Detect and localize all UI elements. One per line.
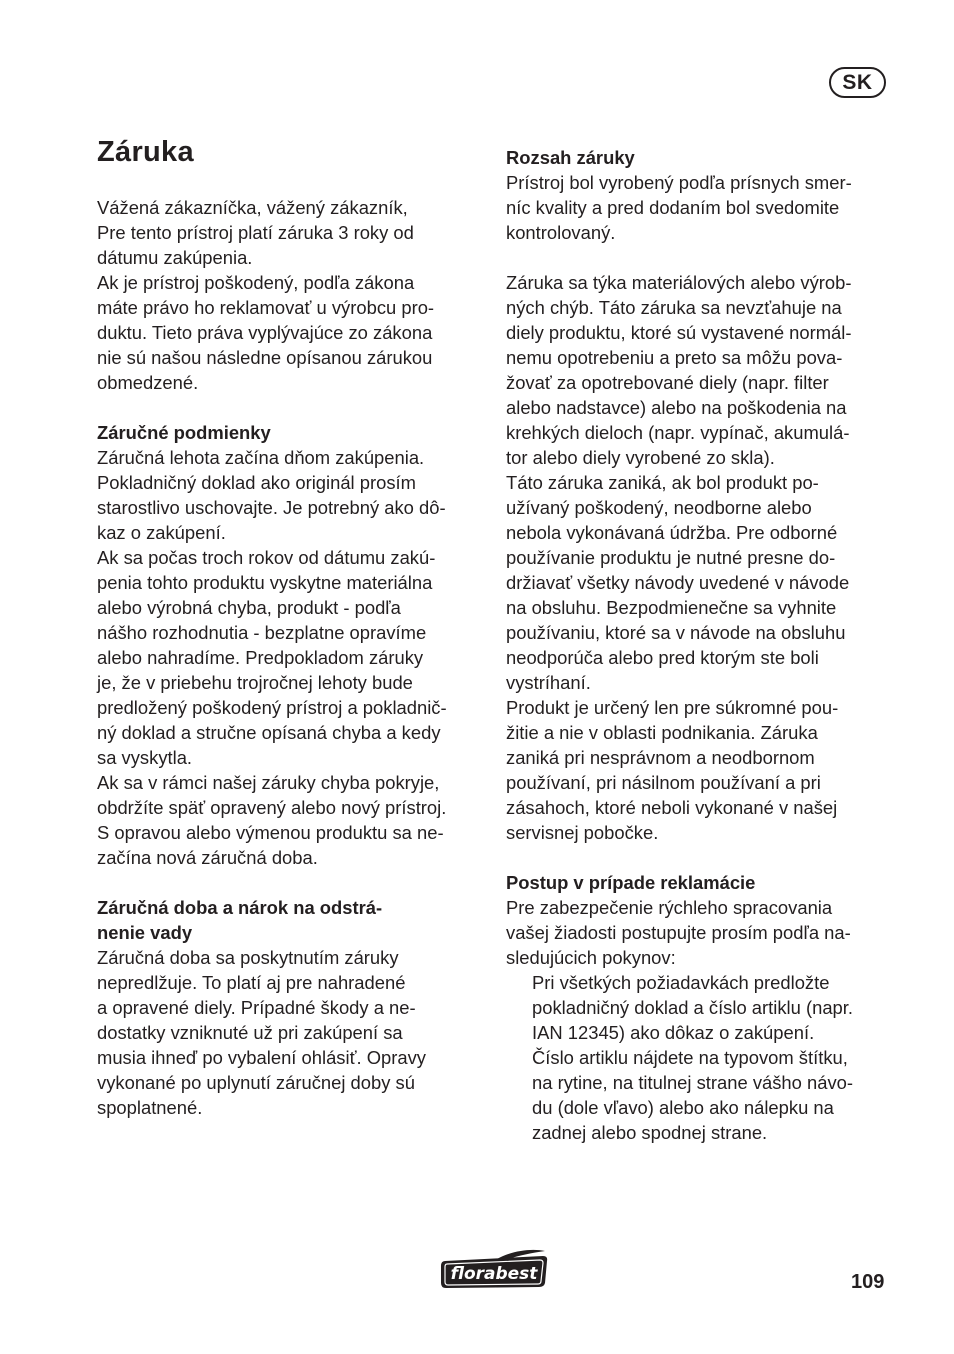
section-heading-warranty-conditions: Záručné podmienky bbox=[97, 422, 271, 443]
page-title: Záruka bbox=[97, 136, 194, 168]
body-line: sa vyskytla. bbox=[97, 747, 193, 768]
intro-line: máte právo ho reklamovať u výrobcu pro- bbox=[97, 297, 435, 318]
body-line: používaniu, ktoré sa v návode na obsluhu bbox=[506, 622, 846, 643]
bullet-item bbox=[506, 970, 901, 1045]
body-line: zaniká pri nesprávnom a neodbornom bbox=[506, 747, 815, 768]
intro-line: nie sú našou následne opísanou zárukou bbox=[97, 347, 433, 368]
bullet-line: na rytine, na titulnej strane vášho návo- bbox=[532, 1072, 854, 1093]
body-line: Pre zabezpečenie rýchleho spracovania bbox=[506, 897, 833, 918]
bullet-line: IAN 12345) ako dôkaz o zakúpení. bbox=[532, 1022, 815, 1043]
body-line: Záruka sa týka materiálových alebo výrob- bbox=[506, 272, 852, 293]
body-line: krehkých dieloch (napr. vypínač, akumulá- bbox=[506, 422, 850, 443]
body-line: Záručná lehota začína dňom zakúpenia. bbox=[97, 447, 425, 468]
body-line: nepredlžuje. To platí aj pre nahradené bbox=[97, 972, 406, 993]
page-number: 109 bbox=[851, 1271, 885, 1293]
intro-line: dátumu zakúpenia. bbox=[97, 247, 253, 268]
body-line: kontrolovaný. bbox=[506, 222, 616, 243]
bullet-line: Číslo artiklu nájdete na typovom štítku, bbox=[532, 1047, 848, 1068]
body-line: začína nová záručná doba. bbox=[97, 847, 318, 868]
body-line: a opravené diely. Prípadné škody a ne- bbox=[97, 997, 416, 1018]
body-line: nebola vykonávaná údržba. Pre odborné bbox=[506, 522, 838, 543]
left-column bbox=[97, 195, 487, 1120]
body-line: Pokladničný doklad ako originál prosím bbox=[97, 472, 416, 493]
body-line: ných chýb. Táto záruka sa nevzťahuje na bbox=[506, 297, 842, 318]
section-heading-warranty-scope: Rozsah záruky bbox=[506, 147, 635, 168]
body-line: alebo nahradíme. Predpokladom záruky bbox=[97, 647, 424, 668]
body-line: Prístroj bol vyrobený podľa prísnych smer- bbox=[506, 172, 852, 193]
florabest-logo bbox=[439, 1248, 551, 1290]
body-line: žitie a nie v oblasti podnikania. Záruka bbox=[506, 722, 818, 743]
intro-line: Ak je prístroj poškodený, podľa zákona bbox=[97, 272, 415, 293]
body-line: alebo výrobná chyba, produkt - podľa bbox=[97, 597, 401, 618]
body-line: je, že v priebehu trojročnej lehoty bude bbox=[97, 672, 413, 693]
body-line: užívaný poškodený, neodborne alebo bbox=[506, 497, 812, 518]
body-line: Záručná doba sa poskytnutím záruky bbox=[97, 947, 399, 968]
body-line: dostatky vzniknuté už pri zakúpení sa bbox=[97, 1022, 403, 1043]
intro-line: duktu. Tieto práva vyplývajúce zo zákona bbox=[97, 322, 433, 343]
body-line: Ak sa počas troch rokov od dátumu zakú- bbox=[97, 547, 436, 568]
body-line: zásahoch, ktoré neboli vykonané v našej bbox=[506, 797, 838, 818]
body-line: Ak sa v rámci našej záruky chyba pokryje, bbox=[97, 772, 440, 793]
body-line: nemu opotrebeniu a preto sa môžu pova- bbox=[506, 347, 843, 368]
body-line: ný doklad a stručne opísaná chyba a kedy bbox=[97, 722, 441, 743]
body-line: vykonané po uplynutí záručnej doby sú bbox=[97, 1072, 415, 1093]
body-line: obdržíte späť opravený alebo nový prístroj. bbox=[97, 797, 447, 818]
body-line: starostlivo uschovajte. Je potrebný ako dô- bbox=[97, 497, 446, 518]
intro-line: Vážená zákazníčka, vážený zákazník, bbox=[97, 197, 408, 218]
body-line: sledujúcich pokynov: bbox=[506, 947, 676, 968]
body-line: predložený poškodený prístroj a pokladnič- bbox=[97, 697, 447, 718]
bullet-icon bbox=[506, 970, 532, 1045]
body-line: servisnej pobočke. bbox=[506, 822, 659, 843]
section-heading-warranty-period: Záručná doba a nárok na odstrá- bbox=[97, 897, 383, 918]
section-heading-claim-procedure: Postup v prípade reklamácie bbox=[506, 872, 756, 893]
bullet-line: Pri všetkých požiadavkách predložte bbox=[532, 972, 830, 993]
bullet-line: du (dole vľavo) alebo ako nálepku na bbox=[532, 1097, 834, 1118]
body-line: diely produktu, ktoré sú vystavené normál- bbox=[506, 322, 852, 343]
body-line: spoplatnené. bbox=[97, 1097, 203, 1118]
section-heading-warranty-period: nenie vady bbox=[97, 922, 193, 943]
intro-line: Pre tento prístroj platí záruka 3 roky od bbox=[97, 222, 414, 243]
body-line: Produkt je určený len pre súkromné pou- bbox=[506, 697, 839, 718]
body-line: kaz o zakúpení. bbox=[97, 522, 226, 543]
language-badge: SK bbox=[829, 67, 886, 98]
bullet-item bbox=[506, 1045, 901, 1145]
right-column bbox=[506, 145, 901, 1145]
body-line: tor alebo diely vyrobené zo skla). bbox=[506, 447, 775, 468]
body-line: žovať za opotrebované diely (napr. filter bbox=[506, 372, 829, 393]
body-line: držiavať všetky návody uvedené v návode bbox=[506, 572, 850, 593]
body-line: nášho rozhodnutia - bezplatne opravíme bbox=[97, 622, 427, 643]
bullet-line: zadnej alebo spodnej strane. bbox=[532, 1122, 768, 1143]
body-line: vašej žiadosti postupujte prosím podľa na- bbox=[506, 922, 851, 943]
body-line: S opravou alebo výmenou produktu sa ne- bbox=[97, 822, 444, 843]
body-line: níc kvality a pred dodaním bol svedomite bbox=[506, 197, 840, 218]
bullet-line: pokladničný doklad a číslo artiklu (napr. bbox=[532, 997, 853, 1018]
body-line: musia ihneď po vybalení ohlásiť. Opravy bbox=[97, 1047, 426, 1068]
intro-line: obmedzené. bbox=[97, 372, 199, 393]
logo-text: florabest bbox=[450, 1264, 538, 1284]
bullet-icon bbox=[506, 1045, 532, 1145]
body-line: na obsluhu. Bezpodmienečne sa vyhnite bbox=[506, 597, 837, 618]
body-line: alebo nadstavce) alebo na poškodenia na bbox=[506, 397, 847, 418]
body-line: vystríhaní. bbox=[506, 672, 591, 693]
body-line: penia tohto produktu vyskytne materiálna bbox=[97, 572, 433, 593]
body-line: používaní, pri násilnom používaní a pri bbox=[506, 772, 821, 793]
body-line: Táto záruka zaniká, ak bol produkt po- bbox=[506, 472, 819, 493]
body-line: neodporúča alebo pred ktorým ste boli bbox=[506, 647, 819, 668]
body-line: používanie produktu je nutné presne do- bbox=[506, 547, 836, 568]
